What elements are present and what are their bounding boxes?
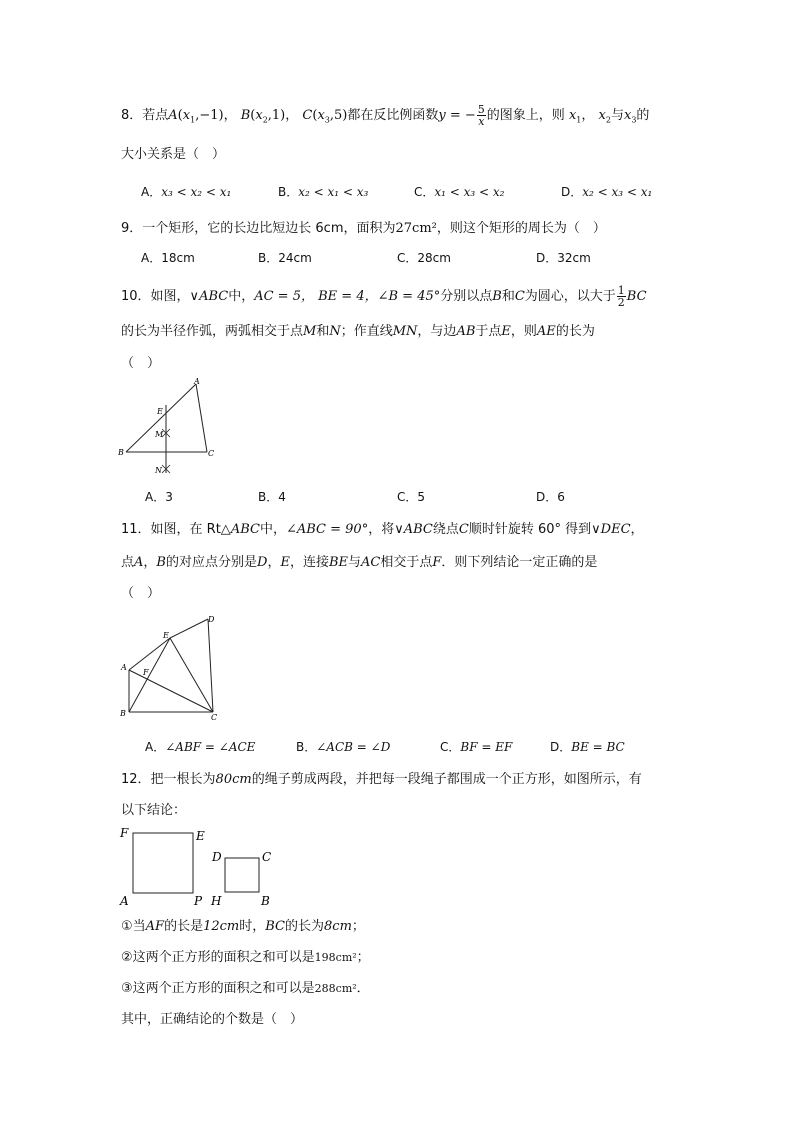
q12-question: 其中，正确结论的个数是（ ） — [121, 1012, 304, 1027]
q11-option-c[interactable]: C．BF = EF — [440, 740, 513, 754]
q11-option-a[interactable]: A．∠ABF = ∠ACE — [145, 740, 256, 754]
q9-option-c[interactable]: C．28cm — [397, 251, 451, 265]
math-point-a: A — [168, 108, 178, 123]
q10-option-a[interactable]: A．3 — [145, 490, 173, 504]
q10-option-d[interactable]: D．6 — [536, 490, 565, 504]
label-n: N — [155, 466, 162, 475]
q10-option-b[interactable]: B．4 — [258, 490, 286, 504]
label-c: C — [211, 713, 218, 722]
q9-option-a[interactable]: A．18cm — [141, 251, 195, 265]
label-b: B — [261, 894, 270, 908]
q8-option-d[interactable]: D．x₂ < x₃ < x₁ — [561, 185, 653, 199]
q11-line1: 11．如图，在 Rt△ABC中，∠ABC = 90°，将∨ABC绕点C顺时针旋转 60° 得到∨DEC， — [121, 522, 644, 537]
label-d: D — [208, 615, 215, 624]
q12-figure — [114, 823, 284, 908]
fraction-one-half: $\frac{1}{2}$ — [617, 284, 625, 309]
q9-line1: 9．一个矩形，它的长边比短边长 6cm，面积为27cm²，则这个矩形的周长为（ ） — [121, 221, 606, 236]
q10-line1: 10．如图，∨ABC中，AC = 5， BE = 4，∠B = 45°分别以点B和C为圆心，以大于 $\frac{1}{2}$ BC — [121, 284, 647, 309]
label-e: E — [163, 631, 169, 640]
q9-option-b[interactable]: B．24cm — [258, 251, 312, 265]
q12-line1: 12．把一根长为80cm的绳子剪成两段，并把每一段绳子都围成一个正方形，如图所示，有 — [121, 772, 642, 787]
q8-option-b[interactable]: B．x₂ < x₁ < x₃ — [278, 185, 369, 199]
label-f: F — [120, 826, 129, 840]
label-a: A — [121, 663, 127, 672]
q12-line2: 以下结论： — [121, 803, 187, 818]
q12-conclusion-1: ①当AF的长是12cm时，BC的长为8cm； — [121, 919, 365, 934]
label-m: M — [155, 430, 164, 439]
q8-option-c[interactable]: C．x₁ < x₃ < x₂ — [414, 185, 505, 199]
label-e: E — [157, 407, 163, 416]
label-a: A — [194, 377, 200, 386]
q11-option-d[interactable]: D．BE = BC — [550, 740, 625, 754]
q8-line1: 8．若点$A(x_1,-1)$， $B(x_2,1)$， $C(x_3,5)$都在反比例函数y = − $\frac{5}{x}$ 的图象上，则 $x_1$， $x_2$与$x_3$的 — [121, 103, 650, 128]
label-a: A — [120, 894, 129, 908]
math-point-b: B — [240, 108, 251, 123]
q11-option-b[interactable]: B．∠ACB = ∠D — [296, 740, 391, 754]
label-c: C — [208, 449, 215, 458]
q11-line2: 点A，B的对应点分别是D，E，连接BE与AC相交于点F．则下列结论一定正确的是 — [121, 555, 598, 570]
label-f: F — [143, 668, 149, 677]
q10-line2: 的长为半径作弧，两弧相交于点M和N；作直线MN，与边AB于点E，则AE的长为 — [121, 324, 595, 339]
q10-option-c[interactable]: C．5 — [397, 490, 426, 504]
fraction-5-over-x: $\frac{5}{x}$ — [477, 103, 485, 128]
segment-ba — [126, 384, 196, 452]
square-afep — [133, 833, 193, 893]
q8-line2: 大小关系是（ ） — [121, 147, 226, 162]
label-p: P — [194, 894, 203, 908]
label-b: B — [120, 709, 126, 718]
label-b: B — [118, 448, 124, 457]
square-dchb — [225, 858, 259, 892]
label-h: H — [211, 894, 222, 908]
segment-ac — [196, 384, 207, 452]
label-d: D — [212, 850, 222, 864]
segment-ae — [129, 638, 170, 670]
math-point-c: C — [302, 108, 313, 123]
label-c: C — [262, 850, 272, 864]
q11-line3: （ ） — [121, 586, 161, 601]
q12-conclusion-2: ②这两个正方形的面积之和可以是198cm²； — [121, 950, 370, 965]
q12-conclusion-3: ③这两个正方形的面积之和可以是288cm²． — [121, 981, 370, 996]
segment-dc — [208, 619, 213, 712]
label-e: E — [196, 829, 205, 843]
segment-be — [129, 638, 170, 712]
q8-option-a[interactable]: A．x₃ < x₂ < x₁ — [141, 185, 232, 199]
q11-figure — [115, 610, 230, 725]
q10-line3: （ ） — [121, 356, 161, 371]
segment-ed — [170, 619, 208, 638]
q10-figure — [114, 373, 224, 478]
q9-option-d[interactable]: D．32cm — [536, 251, 591, 265]
